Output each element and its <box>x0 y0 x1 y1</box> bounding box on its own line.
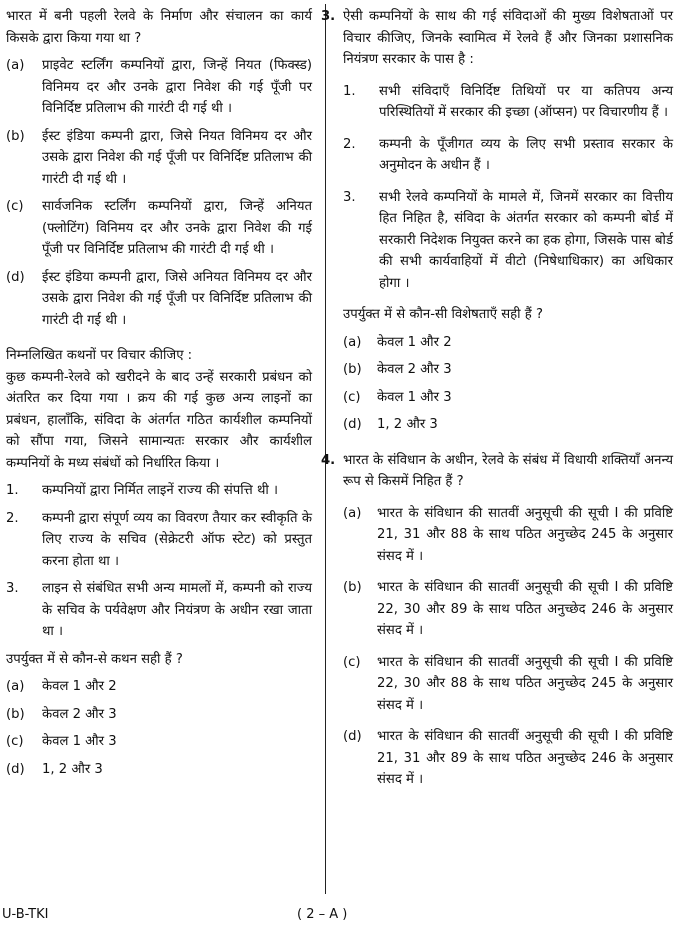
question-4 <box>321 450 673 493</box>
question-1-option-b <box>6 126 312 191</box>
statement-number: 2. <box>6 510 19 526</box>
feature-text: सभी रेलवे कम्पनियों के मामले में, जिनमें सरकार का वित्तीय हित निहित है, संविदा के अंतर्गत सरकार को कम्पनी बोर्ड में सरकारी निदेशक नियुक्त करने का हक होगा, जिसके पास बोर्ड की सभी कार्यवाहियों में वीटो (निषेधाधिकार) का अधिकार होगा । <box>379 189 673 291</box>
right-column <box>321 6 673 791</box>
question-4-option-a <box>343 503 673 568</box>
option-text: भारत के संविधान की सातवीं अनुसूची की सूची I की प्रविष्टि 22, 30 और 88 के साथ पठित अनुच्छेद 245 के अनुसार संसद में । <box>377 654 673 713</box>
question-3-stem: ऐसी कम्पनियों के साथ की गई संविदाओं की मुख्य विशेषताओं पर विचार कीजिए, जिनके स्वामित्व में रेलवे हैं और जिनका प्रशासनिक नियंत्रण सरकार के पास है : <box>343 9 673 67</box>
question-3-feature-1 <box>343 81 673 124</box>
option-text: सार्वजनिक स्टर्लिंग कम्पनियों द्वारा, जिन्हें अनियत (फ्लोटिंग) विनिमय दर और उनके द्वारा निवेश की गई पूँजी पर विनिर्दिष्ट प्रतिलाभ की गारंटी दी गई थी । <box>42 199 312 257</box>
option-label: (b) <box>343 580 362 595</box>
question-4-stem: भारत के संविधान के अधीन, रेलवे के संबंध में विधायी शक्तियाँ अनन्य रूप से किसमें निहित हैं ? <box>343 452 673 489</box>
question-number: 3. <box>321 9 336 24</box>
question-2-passage: कुछ कम्पनी-रेलवे को खरीदने के बाद उन्हें सरकारी प्रबंधन को अंतरित कर दिया गया । क्रय की गई कुछ अन्य लाइनों का प्रबंधन, हालाँकि, संविदा के अंतर्गत गठित कार्यशील कम्पनियों को सौंपा गया, जिसने सामान्यतः सरकार और कार्यशील कम्पनियों के मध्य संबंधों को निर्धारित किया । <box>6 369 312 471</box>
option-text: भारत के संविधान की सातवीं अनुसूची की सूची I की प्रविष्टि 21, 31 और 89 के साथ पठित अनुच्छेद 246 के अनुसार संसद में । <box>377 729 673 787</box>
option-text: केवल 1 और 2 <box>377 334 452 350</box>
question-2-prompt: उपर्युक्त में से कौन-से कथन सही हैं ? <box>6 651 183 667</box>
option-label: (c) <box>6 734 24 749</box>
statement-number: 3. <box>6 581 19 596</box>
option-text: केवल 2 और 3 <box>42 706 117 722</box>
question-2-statement-1 <box>6 480 312 502</box>
option-label: (d) <box>343 729 362 744</box>
option-text: केवल 2 और 3 <box>377 362 452 377</box>
question-2-statement-2 <box>6 508 312 573</box>
option-text: केवल 1 और 2 <box>42 679 117 694</box>
booklet-code: U-B-TKI <box>2 907 49 922</box>
option-label: (c) <box>343 389 361 405</box>
question-2-intro: निम्नलिखित कथनों पर विचार कीजिए : <box>6 348 193 363</box>
option-text: भारत के संविधान की सातवीं अनुसूची की सूची I की प्रविष्टि 22, 30 और 89 के साथ पठित अनुच्छेद 246 के अनुसार संसद में । <box>377 580 673 638</box>
question-3-option-c <box>343 387 673 409</box>
question-2-option-b <box>6 704 312 726</box>
statement-text: लाइन से संबंधित सभी अन्य मामलों में, कम्पनी को राज्य के सचिव के पर्यवेक्षण और नियंत्रण के अधीन रखा जाता था । <box>42 581 312 639</box>
question-2-option-c <box>6 731 312 753</box>
option-label: (a) <box>343 334 362 350</box>
option-label: (d) <box>6 269 25 285</box>
statement-text: कम्पनियों द्वारा निर्मित लाइनें राज्य की संपत्ति थी । <box>42 483 278 498</box>
option-text: भारत के संविधान की सातवीं अनुसूची की सूची I की प्रविष्टि 21, 31 और 88 के साथ पठित अनुच्छेद 245 के अनुसार संसद में । <box>377 505 673 564</box>
question-3-prompt: उपर्युक्त में से कौन-सी विशेषताएँ सही हैं ? <box>343 307 543 322</box>
statement-number: 1. <box>6 483 19 498</box>
question-4-option-b <box>343 577 673 642</box>
option-text: 1, 2 और 3 <box>377 417 438 432</box>
option-label: (a) <box>6 679 25 694</box>
option-label: (b) <box>6 128 25 144</box>
feature-text: सभी संविदाएँ विनिर्दिष्ट तिथियों पर या कतिपय अन्य परिस्थितियों में सरकार की इच्छा (ऑप्सन) पर विचारणीय हैं । <box>379 83 673 120</box>
option-text: 1, 2 और 3 <box>42 761 103 777</box>
feature-number: 1. <box>343 83 356 99</box>
question-4-option-c <box>343 652 673 717</box>
feature-number: 3. <box>343 189 356 205</box>
option-text: केवल 1 और 3 <box>377 389 452 405</box>
statement-text: कम्पनी द्वारा संपूर्ण व्यय का विवरण तैयार कर स्वीकृति के लिए राज्य के सचिव (सेक्रेटरी ऑफ स्टेट) को प्रस्तुत करना होता था । <box>42 510 312 569</box>
question-1-stem: भारत में बनी पहली रेलवे के निर्माण और संचालन का कार्य किसके द्वारा किया गया था ? <box>6 9 312 46</box>
option-label: (d) <box>6 761 25 777</box>
page-number: ( 2 – A ) <box>297 907 348 922</box>
option-label: (b) <box>343 362 362 377</box>
feature-text: कम्पनी के पूँजीगत व्यय के लिए सभी प्रस्ताव सरकार के अनुमोदन के अधीन हैं । <box>379 136 673 173</box>
question-1-option-a <box>6 55 312 120</box>
question-3-option-b <box>343 359 673 381</box>
option-text: प्राइवेट स्टर्लिंग कम्पनियों द्वारा, जिन्हें नियत (फिक्स्ड) विनिमय दर और उनके द्वारा निवेश की गई पूँजी पर विनिर्दिष्ट प्रतिलाभ की गारंटी दी गई थी । <box>42 58 312 116</box>
question-2-statement-3 <box>6 578 312 643</box>
feature-number: 2. <box>343 136 356 152</box>
question-3-feature-2 <box>343 134 673 177</box>
option-label: (a) <box>6 58 25 73</box>
option-label: (c) <box>343 654 361 670</box>
question-1-option-c <box>6 196 312 261</box>
question-3-feature-3 <box>343 187 673 295</box>
question-3-option-d <box>343 414 673 436</box>
option-text: केवल 1 और 3 <box>42 734 117 749</box>
option-text: ईस्ट इंडिया कम्पनी द्वारा, जिसे नियत विनिमय दर और उसके द्वारा निवेश की गई पूँजी पर विनिर्दिष्ट प्रतिलाभ की गारंटी दी गई थी । <box>42 128 312 187</box>
option-label: (d) <box>343 417 362 432</box>
option-label: (a) <box>343 505 362 521</box>
option-label: (b) <box>6 706 25 722</box>
left-column <box>6 6 312 780</box>
question-number: 4. <box>321 452 336 468</box>
option-text: ईस्ट इंडिया कम्पनी द्वारा, जिसे अनियत विनिमय दर और उसके द्वारा निवेश की गई पूँजी पर विनिर्दिष्ट प्रतिलाभ की गारंटी दी गई थी । <box>42 269 312 328</box>
question-2-option-a <box>6 676 312 698</box>
option-label: (c) <box>6 199 24 214</box>
question-3 <box>321 6 673 71</box>
question-3-option-a <box>343 332 673 354</box>
question-1-option-d <box>6 267 312 332</box>
question-2-option-d <box>6 759 312 781</box>
question-4-option-d <box>343 726 673 791</box>
